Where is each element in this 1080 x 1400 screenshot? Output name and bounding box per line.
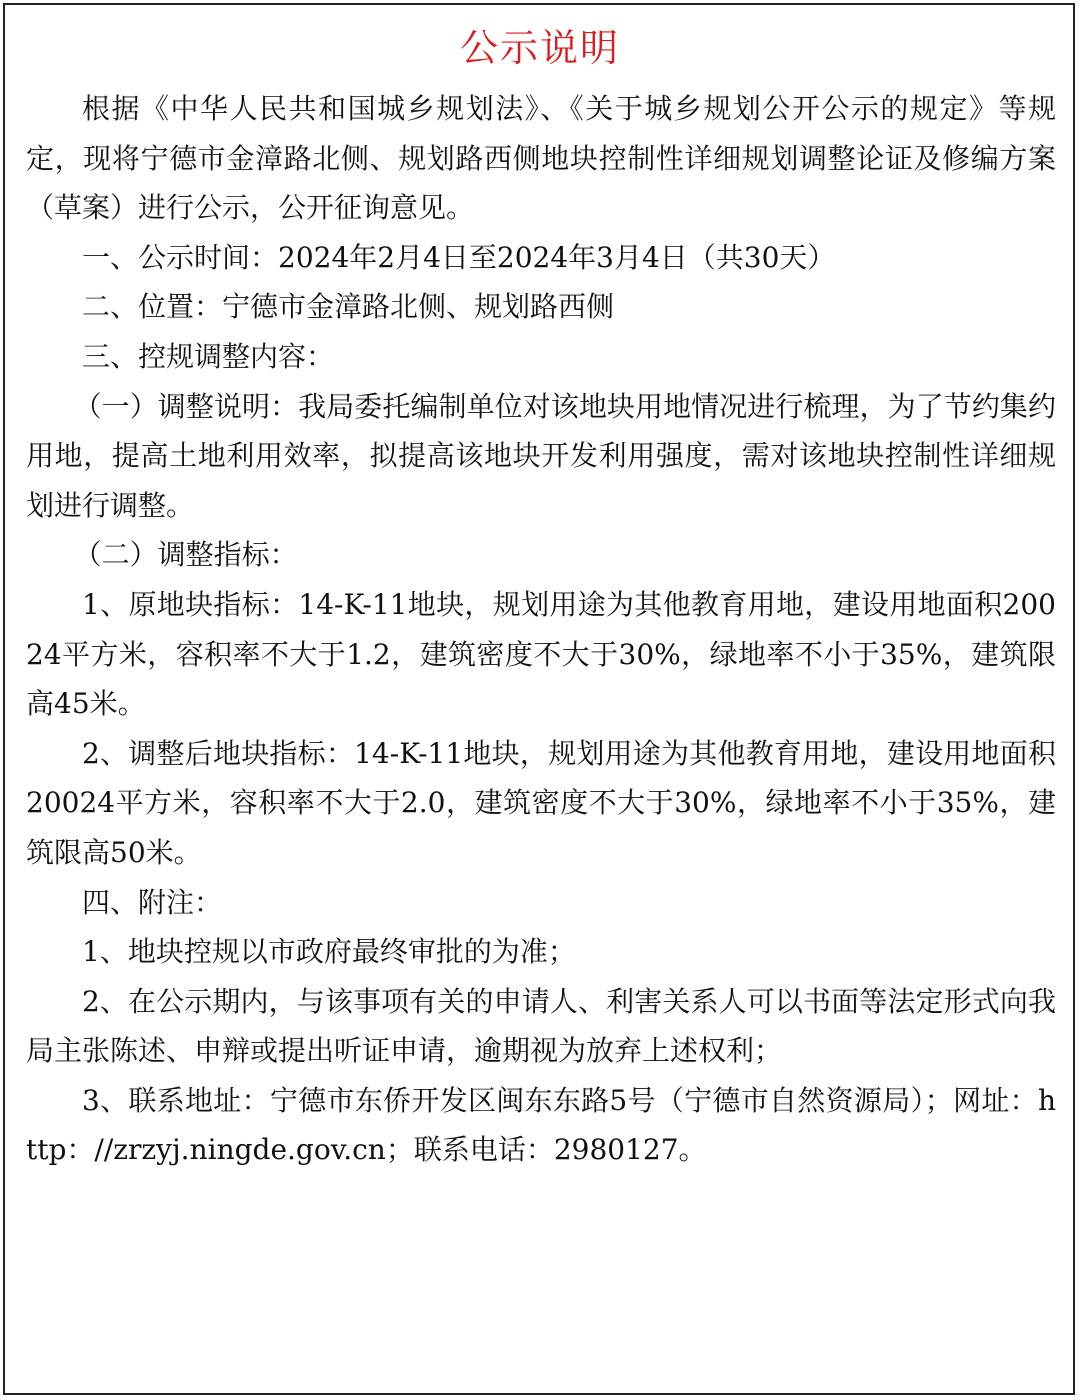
document-title: 公示说明 — [459, 26, 620, 70]
original-plot-indicators: 1、原地块指标：14-K-11地块，规划用途为其他教育用地，建设用地面积20024平方米，容积率不大于1.2，建筑密度不大于30%，绿地率不小于35%，建筑限高45米。 — [26, 587, 1056, 721]
section-notes-heading: 四、附注： — [82, 885, 223, 919]
section-location: 二、位置：宁德市金漳路北侧、规划路西侧 — [82, 290, 615, 324]
document-body — [26, 84, 1056, 1175]
note-hearing-rights: 2、在公示期内，与该事项有关的申请人、利害关系人可以书面等法定形式向我局主张陈述、申辩或提出听证申请，逾期视为放弃上述权利； — [26, 984, 1056, 1068]
section-publicity-time: 一、公示时间：2024年2月4日至2024年3月4日（共30天） — [82, 240, 836, 274]
note-approval: 1、地块控规以市政府最终审批的为准； — [82, 935, 576, 969]
section-adjustment-heading: 三、控规调整内容： — [82, 339, 335, 373]
intro-paragraph: 根据《中华人民共和国城乡规划法》、《关于城乡规划公开公示的规定》等规定，现将宁德市金漳路北侧、规划路西侧地块控制性详细规划调整论证及修编方案（草案）进行公示，公开征询意见。 — [26, 92, 1056, 225]
adjustment-indicators-heading: （二）调整指标： — [73, 538, 298, 572]
adjusted-plot-indicators: 2、调整后地块指标：14-K-11地块，规划用途为其他教育用地，建设用地面积20024平方米，容积率不大于2.0，建筑密度不大于30%，绿地率不小于35%，建筑限高50米。 — [26, 736, 1056, 869]
note-contact-info: 3、联系地址：宁德市东侨开发区闽东东路5号（宁德市自然资源局）；网址：http：//zrzyj.ningde.gov.cn；联系电话：2980127。 — [26, 1083, 1056, 1167]
adjustment-explanation: （一）调整说明：我局委托编制单位对该地块用地情况进行梳理，为了节约集约用地，提高土地利用效率，拟提高该地块开发利用强度，需对该地块控制性详细规划进行调整。 — [26, 389, 1056, 522]
